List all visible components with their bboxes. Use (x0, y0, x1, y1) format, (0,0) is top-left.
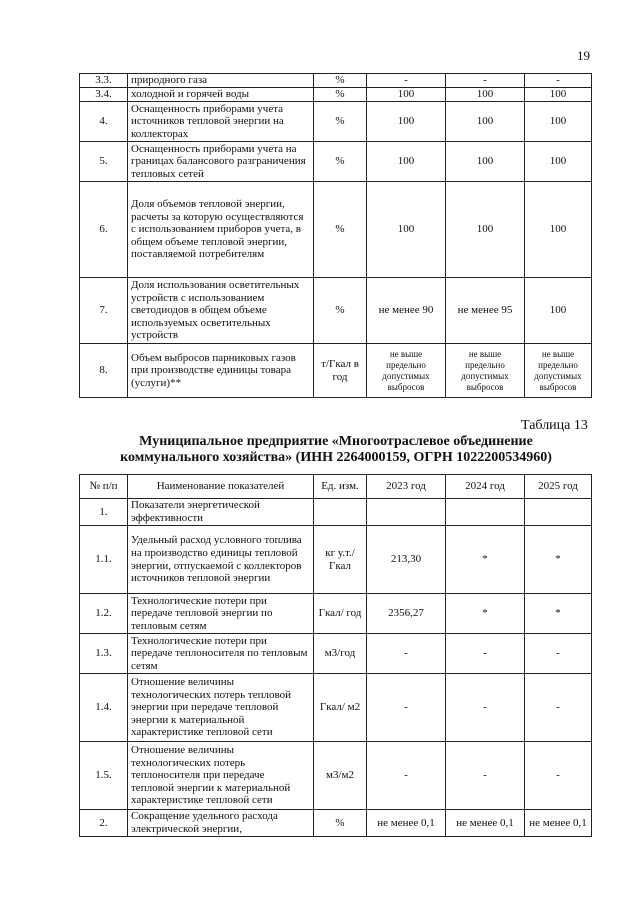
table-row (80, 810, 592, 837)
table-row (80, 88, 592, 102)
value-2023: - (367, 634, 446, 674)
unit-cell: % (314, 142, 367, 182)
value-2023: 100 (367, 88, 446, 102)
unit-cell: Гкал/ м2 (314, 674, 367, 742)
value-2025: не выше предельно допустимых выбросов (525, 344, 592, 398)
row-number: 1.4. (80, 674, 128, 742)
row-number: 8. (80, 344, 128, 398)
unit-cell: % (314, 102, 367, 142)
indicator-name: Оснащенность приборами учета источников тепловой энергии на коллекторах (128, 102, 314, 142)
indicator-name: Удельный расход условного топлива на производство единицы тепловой энергии, отпускаемой с коллекторов источников тепловой энергии (128, 526, 314, 594)
row-number: 5. (80, 142, 128, 182)
unit-cell: % (314, 810, 367, 837)
table-row (80, 102, 592, 142)
unit-cell: % (314, 278, 367, 344)
unit-cell: м3/год (314, 634, 367, 674)
value-2023 (367, 499, 446, 526)
unit-cell: т/Гкал в год (314, 344, 367, 398)
table-row (80, 526, 592, 594)
indicator-name: Доля использования осветительных устройств с использованием светодиодов в общем объеме используемых осветительных устройств (128, 278, 314, 344)
value-2023: не менее 0,1 (367, 810, 446, 837)
unit-cell: % (314, 74, 367, 88)
value-2024: - (446, 74, 525, 88)
unit-cell: м3/м2 (314, 742, 367, 810)
value-2025: - (525, 74, 592, 88)
table-row (80, 344, 592, 398)
value-2024: 100 (446, 88, 525, 102)
unit-cell: % (314, 182, 367, 278)
value-2023: - (367, 74, 446, 88)
table-row (80, 278, 592, 344)
value-2025: не менее 0,1 (525, 810, 592, 837)
header-2024: 2024 год (446, 475, 525, 499)
value-2023: 100 (367, 182, 446, 278)
value-2024: не менее 0,1 (446, 810, 525, 837)
indicator-name: Показатели энергетической эффективности (128, 499, 314, 526)
value-2024 (446, 499, 525, 526)
value-2024: 100 (446, 102, 525, 142)
value-2024: - (446, 634, 525, 674)
indicator-name: Сокращение удельного расхода электрической энергии, (128, 810, 314, 837)
indicator-name: Отношение величины технологических потерь тепловой энергии при передаче тепловой энергии к материальной характеристике тепловой сети (128, 674, 314, 742)
table-row (80, 674, 592, 742)
row-number: 1.5. (80, 742, 128, 810)
row-number: 6. (80, 182, 128, 278)
organization-title: Муниципальное предприятие «Многоотраслевое объединение коммунального хозяйства» (ИНН 2264000159, ОГРН 1022200534960) (120, 434, 552, 465)
table-row (80, 634, 592, 674)
table-header-row (80, 475, 592, 499)
header-2025: 2025 год (525, 475, 592, 499)
header-2023: 2023 год (367, 475, 446, 499)
value-2023: - (367, 742, 446, 810)
value-2024: 100 (446, 142, 525, 182)
row-number: 1.3. (80, 634, 128, 674)
header-unit: Ед. изм. (314, 475, 367, 499)
indicator-name: Объем выбросов парниковых газов при производстве единицы товара (услуги)** (128, 344, 314, 398)
row-number: 1.1. (80, 526, 128, 594)
header-num: № п/п (80, 475, 128, 499)
unit-cell: Гкал/ год (314, 594, 367, 634)
row-number: 4. (80, 102, 128, 142)
indicator-name: Технологические потери при передаче тепловой энергии по тепловым сетям (128, 594, 314, 634)
indicators-table-continued (79, 73, 592, 398)
header-name: Наименование показателей (128, 475, 314, 499)
table-row (80, 742, 592, 810)
value-2023: не менее 90 (367, 278, 446, 344)
value-2023: не выше предельно допустимых выбросов (367, 344, 446, 398)
row-number: 3.4. (80, 88, 128, 102)
value-2025: - (525, 742, 592, 810)
value-2025 (525, 499, 592, 526)
unit-cell (314, 499, 367, 526)
table-label: Таблица 13 (521, 418, 588, 433)
table-row (80, 594, 592, 634)
indicator-name: Оснащенность приборами учета на границах балансового разграничения тепловых сетей (128, 142, 314, 182)
table-row (80, 74, 592, 88)
indicator-name: Доля объемов тепловой энергии, расчеты за которую осуществляются с использованием приборов учета, в общем объеме тепловой энергии, поставляемой потребителям (128, 182, 314, 278)
table-row (80, 182, 592, 278)
value-2023: 100 (367, 102, 446, 142)
value-2025: 100 (525, 278, 592, 344)
value-2025: * (525, 526, 592, 594)
value-2025: - (525, 634, 592, 674)
page-number: 19 (577, 48, 590, 63)
value-2025: 100 (525, 102, 592, 142)
value-2025: 100 (525, 182, 592, 278)
value-2023: 213,30 (367, 526, 446, 594)
value-2024: 100 (446, 182, 525, 278)
unit-cell: кг у.т./ Гкал (314, 526, 367, 594)
row-number: 7. (80, 278, 128, 344)
row-number: 1. (80, 499, 128, 526)
indicator-name: холодной и горячей воды (128, 88, 314, 102)
table-row (80, 499, 592, 526)
indicator-name: природного газа (128, 74, 314, 88)
row-number: 3.3. (80, 74, 128, 88)
value-2024: - (446, 674, 525, 742)
unit-cell: % (314, 88, 367, 102)
value-2024: * (446, 594, 525, 634)
value-2025: - (525, 674, 592, 742)
value-2024: * (446, 526, 525, 594)
row-number: 2. (80, 810, 128, 837)
value-2025: * (525, 594, 592, 634)
indicator-name: Отношение величины технологических потерь теплоносителя при передаче тепловой энергии к материальной характеристике тепловой сети (128, 742, 314, 810)
value-2023: 100 (367, 142, 446, 182)
value-2025: 100 (525, 88, 592, 102)
value-2023: - (367, 674, 446, 742)
indicators-table-13 (79, 474, 592, 837)
indicator-name: Технологические потери при передаче теплоносителя по тепловым сетям (128, 634, 314, 674)
value-2023: 2356,27 (367, 594, 446, 634)
value-2024: - (446, 742, 525, 810)
row-number: 1.2. (80, 594, 128, 634)
table-row (80, 142, 592, 182)
value-2025: 100 (525, 142, 592, 182)
value-2024: не менее 95 (446, 278, 525, 344)
value-2024: не выше предельно допустимых выбросов (446, 344, 525, 398)
